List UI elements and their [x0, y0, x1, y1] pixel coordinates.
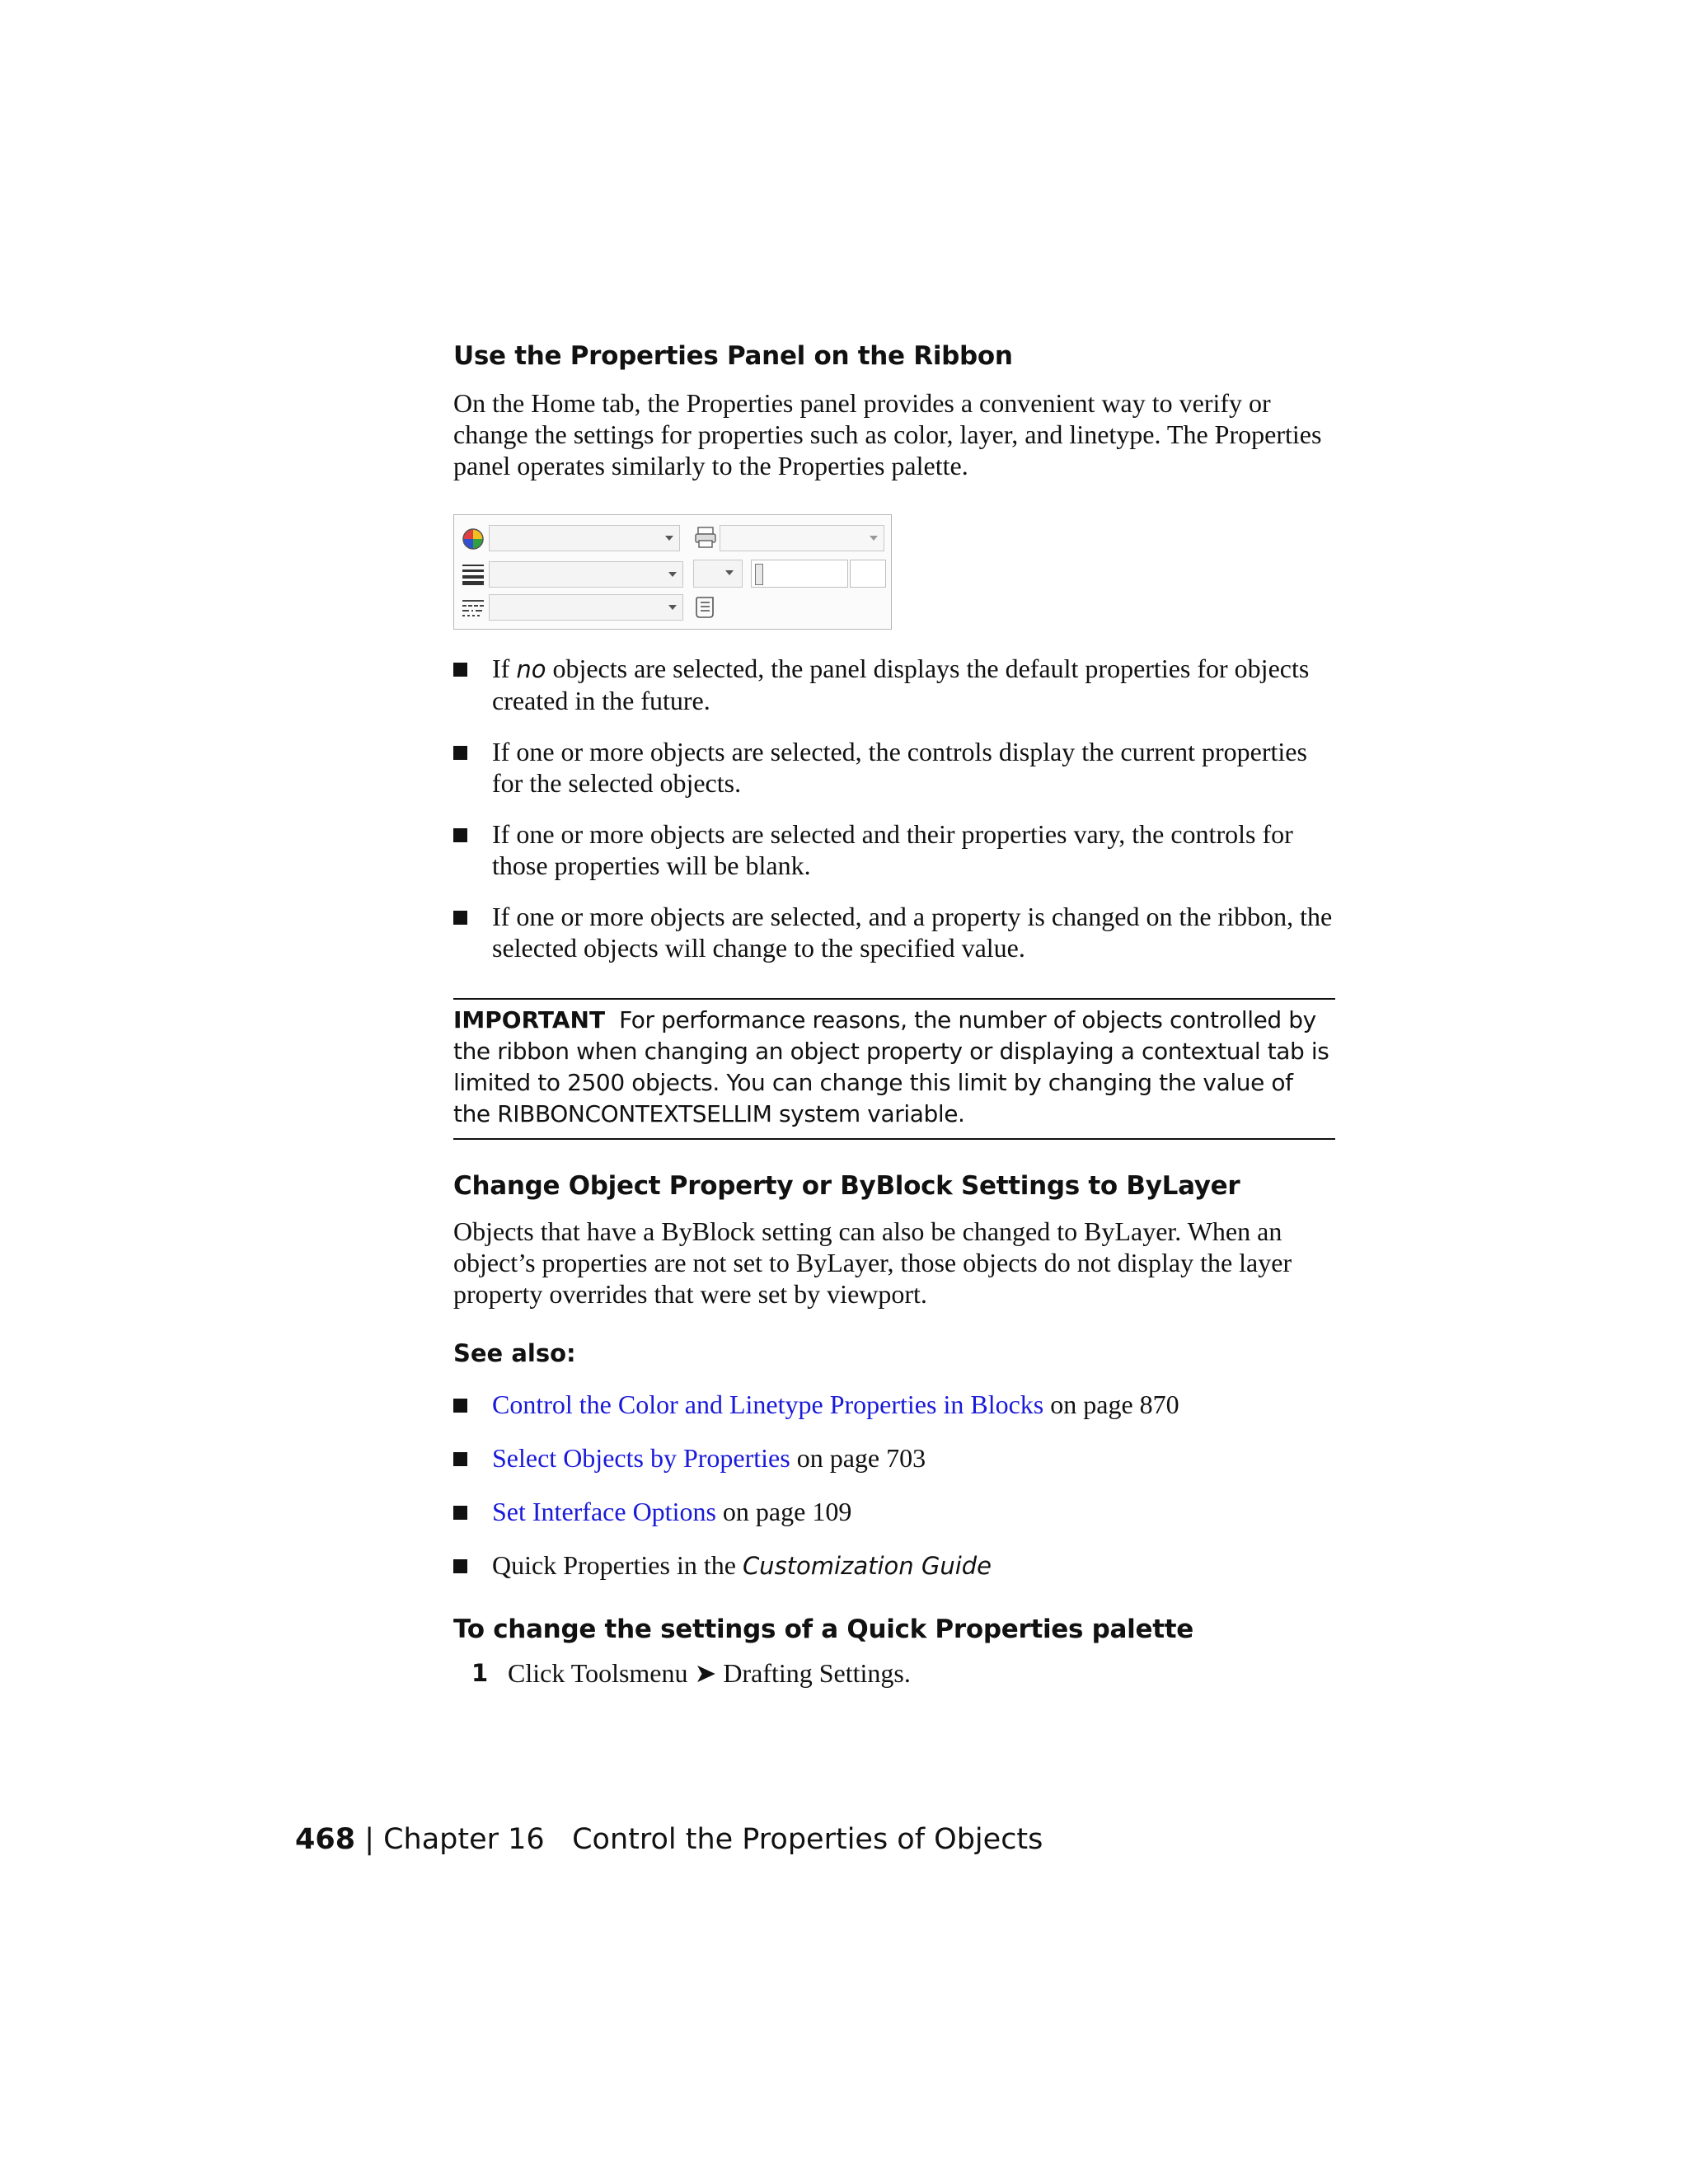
page-number: 468	[295, 1823, 356, 1856]
intro-paragraph: On the Home tab, the Properties panel provides a convenient way to verify or change the settings for properties such as color, layer, and linetype. The Properties panel operates similarly to the Properties palette.	[453, 388, 1322, 480]
plot-style-icon	[693, 525, 718, 550]
footer-title: Control the Properties of Objects	[572, 1823, 1043, 1856]
bylayer-paragraph: Objects that have a ByBlock setting can also be changed to ByLayer. When an object’s properties are not set to ByLayer, those objects do not display the layer property overrides that were set by viewport.	[453, 1216, 1292, 1309]
section-heading-properties-panel: Use the Properties Panel on the Ribbon	[453, 341, 1013, 371]
list-item: Select Objects by Properties on page 703	[453, 1442, 1335, 1474]
list-item: If one or more objects are selected, and a property is changed on the ribbon, the selected objects will change to the specified value.	[453, 901, 1335, 963]
list-item: Set Interface Options on page 109	[453, 1496, 1335, 1527]
linetype-dropdown[interactable]	[489, 594, 683, 621]
bullet-square	[453, 1559, 467, 1573]
list-item: If no objects are selected, the panel displays the default properties for objects created in the future.	[453, 653, 1335, 716]
bullet-square	[453, 1506, 467, 1520]
bullet-square	[453, 1452, 467, 1466]
lineweight-dropdown[interactable]	[489, 561, 683, 588]
page-footer	[295, 1823, 1043, 1856]
color-wheel-icon	[461, 527, 485, 551]
color-dropdown[interactable]	[489, 525, 680, 551]
list-item: If one or more objects are selected and their properties vary, the controls for those properties will be blank.	[453, 818, 1335, 881]
step-number: 1	[471, 1659, 489, 1687]
properties-panel-image	[453, 514, 892, 630]
important-text: For performance reasons, the number of objects controlled by the ribbon when changing an object property or displaying a contextual tab is limited to 2500 objects. You can change this limit by changing the value of the RIBBONCONTEXTSELLIM system variable.	[453, 1006, 1329, 1127]
bullet-square	[453, 828, 467, 842]
transparency-value-field[interactable]	[850, 560, 886, 588]
link-set-interface-options[interactable]: Set Interface Options	[492, 1497, 716, 1526]
transparency-slider[interactable]	[751, 560, 848, 588]
behavior-bullet-list	[453, 653, 1335, 963]
list-item: Quick Properties in the Customization Guide	[453, 1549, 1335, 1582]
procedure-heading: To change the settings of a Quick Properties palette	[453, 1615, 1193, 1644]
footer-chapter: Chapter 16	[383, 1823, 545, 1856]
step-text: Click Toolsmenu ➤ Drafting Settings.	[508, 1658, 911, 1688]
lineweight-icon	[461, 561, 485, 586]
section-heading-bylayer: Change Object Property or ByBlock Settings to ByLayer	[453, 1171, 1240, 1201]
list-icon[interactable]	[693, 594, 718, 619]
bullet-square	[453, 663, 467, 677]
see-also-list	[453, 1389, 1335, 1582]
link-select-objects-by-properties[interactable]: Select Objects by Properties	[492, 1443, 790, 1473]
bullet-square	[453, 1399, 467, 1413]
link-color-linetype-blocks[interactable]: Control the Color and Linetype Properties in Blocks	[492, 1390, 1044, 1419]
list-item: If one or more objects are selected, the controls display the current properties for the selected objects.	[453, 736, 1335, 799]
see-also-label: See also:	[453, 1339, 576, 1367]
plot-style-dropdown[interactable]	[720, 525, 884, 551]
procedure-step	[453, 1657, 1335, 1689]
transparency-dropdown[interactable]	[693, 560, 743, 588]
bullet-square	[453, 911, 467, 925]
linetype-icon	[461, 596, 485, 621]
page-content	[453, 340, 1335, 1689]
important-label: IMPORTANT	[453, 1006, 606, 1033]
footer-separator: |	[355, 1823, 384, 1856]
bullet-square	[453, 746, 467, 760]
important-note	[453, 998, 1335, 1140]
list-item: Control the Color and Linetype Properties in Blocks on page 870	[453, 1389, 1335, 1420]
